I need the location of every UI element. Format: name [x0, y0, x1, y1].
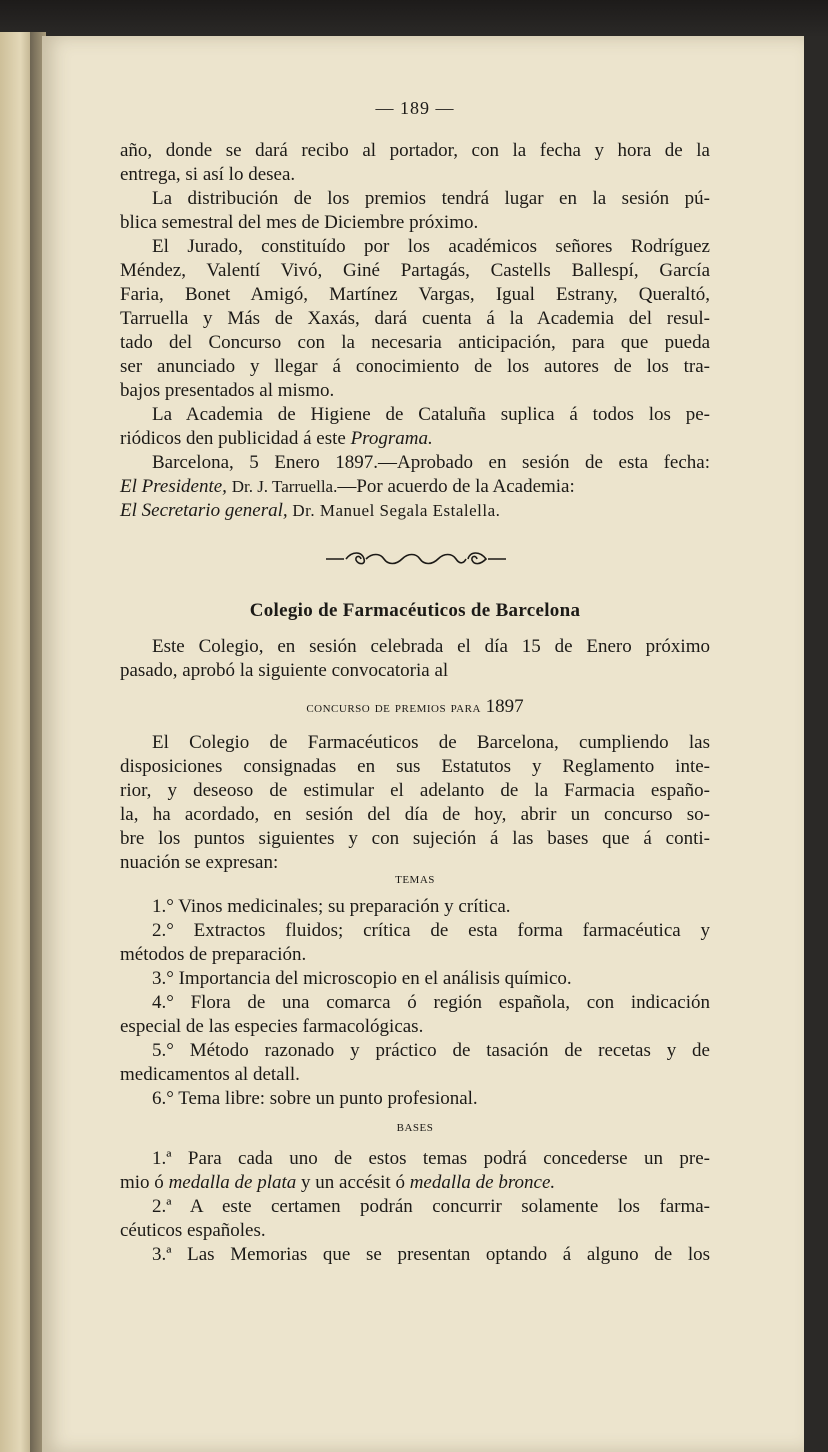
text-line	[120, 428, 433, 450]
concurso-title-text: concurso de premios para	[306, 699, 481, 716]
concurso-year: 1897	[485, 696, 524, 717]
text-line: La Academia de Higiene de Cataluña suplica á todos los pe-	[152, 404, 710, 425]
text-line: año, donde se dará recibo al portador, con la fecha y hora de la	[120, 140, 710, 161]
italic-phrase: medalla de bronce.	[409, 1172, 556, 1193]
text-line: Méndez, Valentí Vivó, Giné Partagás, Castells Ballespí, García	[120, 260, 710, 281]
ornament-divider-icon	[326, 550, 506, 568]
base-item: 1.ª Para cada uno de estos temas podrá concederse un pre-	[152, 1148, 710, 1169]
base-item: 2.ª A este certamen podrán concurrir solamente los farma-	[152, 1196, 710, 1217]
base-item-cont	[120, 1172, 555, 1194]
tema-item: 6.° Tema libre: sobre un punto profesional.	[152, 1088, 478, 1109]
base-item-cont: céuticos españoles.	[120, 1220, 266, 1241]
signature-name: Dr. Manuel Segala Estalella.	[292, 501, 501, 520]
signature-role: El Secretario general,	[120, 500, 288, 521]
text-line: Este Colegio, en sesión celebrada el día 15 de Enero próximo	[152, 636, 710, 657]
text-line: El Colegio de Farmacéuticos de Barcelona, cumpliendo las	[152, 732, 710, 753]
text-span: y un accésit ó	[301, 1172, 405, 1193]
signature-name: Dr. J. Tarruella.	[231, 477, 338, 496]
temas-heading: temas	[395, 870, 435, 887]
tema-item: 5.° Método razonado y práctico de tasación de recetas y de	[152, 1040, 710, 1061]
text-line: bajos presentados al mismo.	[120, 380, 335, 401]
text-line: Barcelona, 5 Enero 1897.—Aprobado en sesión de esta fecha:	[152, 452, 710, 473]
signature-line-secretary	[120, 500, 500, 522]
tema-item: 1.° Vinos medicinales; su preparación y crítica.	[152, 896, 511, 917]
text-line: entrega, si así lo desea.	[120, 164, 296, 185]
bases-heading: bases	[396, 1118, 434, 1135]
tema-item-cont: métodos de preparación.	[120, 944, 307, 965]
text-line: Faria, Bonet Amigó, Martínez Vargas, Igual Estrany, Queraltó,	[120, 284, 710, 305]
tema-item-cont: especial de las especies farmacológicas.	[120, 1016, 424, 1037]
italic-word: Programa.	[350, 428, 433, 449]
text-line: tado del Concurso con la necesaria anticipación, para que pueda	[120, 332, 710, 353]
text-span: mio ó	[120, 1172, 164, 1193]
page-number: — 189 —	[375, 98, 455, 118]
tema-item: 3.° Importancia del microscopio en el análisis químico.	[152, 968, 572, 989]
facing-page-edge	[0, 32, 34, 1452]
text-line: la, ha acordado, en sesión del día de hoy, abrir un concurso so-	[120, 804, 710, 825]
text-line: El Jurado, constituído por los académicos señores Rodríguez	[152, 236, 710, 257]
text-line: Tarruella y Más de Xaxás, dará cuenta á la Academia del resul-	[120, 308, 710, 329]
section-heading: Colegio de Farmacéuticos de Barcelona	[249, 600, 581, 621]
scan-background	[0, 0, 828, 40]
text-line: blica semestral del mes de Diciembre próximo.	[120, 212, 479, 233]
text-line: La distribución de los premios tendrá lugar en la sesión pú-	[152, 188, 710, 209]
text-line: rior, y deseoso de estimular el adelanto de la Farmacia españo-	[120, 780, 710, 801]
text-line: ser anunciado y llegar á conocimiento de los autores de los tra-	[120, 356, 710, 377]
text-span: —Por acuerdo de la Academia:	[337, 476, 575, 497]
signature-line-president	[120, 476, 575, 498]
tema-item: 2.° Extractos fluidos; crítica de esta forma farmacéutica y	[152, 920, 710, 941]
text-line: pasado, aprobó la siguiente convocatoria al	[120, 660, 449, 681]
tema-item-cont: medicamentos al detall.	[120, 1064, 300, 1085]
book-page	[42, 36, 804, 1452]
scan-right-margin	[804, 36, 828, 1452]
text-span: riódicos den publicidad á este	[120, 428, 346, 449]
signature-role: El Presidente,	[120, 476, 227, 497]
tema-item: 4.° Flora de una comarca ó región española, con indicación	[152, 992, 710, 1013]
text-line: disposiciones consignadas en sus Estatutos y Reglamento inte-	[120, 756, 710, 777]
text-line: nuación se expresan:	[120, 852, 279, 873]
base-item: 3.ª Las Memorias que se presentan optando á alguno de los	[152, 1244, 710, 1265]
italic-phrase: medalla de plata	[168, 1172, 297, 1193]
concurso-title	[120, 696, 710, 718]
text-line: bre los puntos siguientes y con sujeción á las bases que á conti-	[120, 828, 710, 849]
